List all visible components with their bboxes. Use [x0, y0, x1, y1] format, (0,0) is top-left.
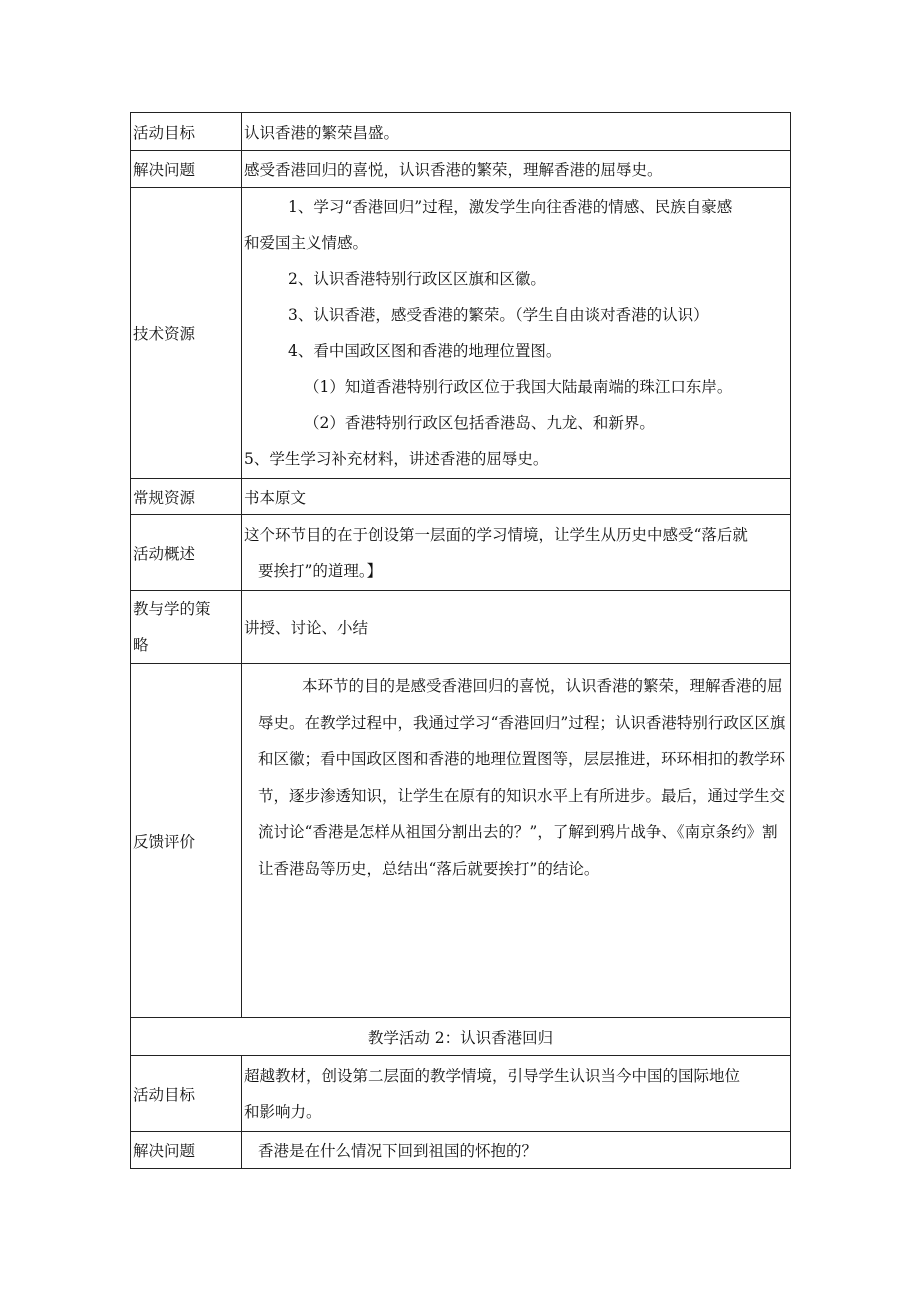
tech-line: 2、认识香港特别行政区区旗和区徽。	[288, 270, 546, 288]
row-overview	[131, 515, 791, 591]
row-value: 香港是在什么情况下回到祖国的怀抱的？	[242, 1132, 791, 1169]
tech-line: 和爱国主义情感。	[244, 234, 369, 252]
row-label: 活动目标	[131, 113, 242, 151]
tech-line: （1）知道香港特别行政区位于我国大陆最南端的珠江口东岸。	[304, 378, 733, 396]
lesson-plan-sheet	[130, 112, 791, 1169]
row-label: 解决问题	[131, 151, 242, 188]
tech-line: 4、看中国政区图和香港的地理位置图。	[288, 342, 562, 360]
tech-line: 5、学生学习补充材料，讲述香港的屈辱史。	[244, 450, 549, 468]
row-value	[242, 664, 791, 1018]
row-problem-2	[131, 1132, 791, 1169]
feedback-paragraph: 本环节的目的是感受香港回归的喜悦，认识香港的繁荣，理解香港的屈辱史。在教学过程中，我通过学习“香港回归”过程；认识香港特别行政区区旗和区徽；看中国政区图和香港的地理位置图等，层层推进，环环相扣的教学环节，逐步渗透知识，让学生在原有的知识水平上有所进步。最后，通过学生交流讨论“香港是怎样从祖国分割出去的？”，了解到鸦片战争、《南京条约》割让香港岛等历史，总结出“落后就要挨打”的结论。	[258, 677, 786, 878]
tech-line: 3、认识香港，感受香港的繁荣。（学生自由谈对香港的认识）	[288, 306, 709, 324]
row-value: 认识香港的繁荣昌盛。	[242, 113, 791, 151]
row-label: 解决问题	[131, 1132, 242, 1169]
row-value	[242, 1056, 791, 1132]
row-goal-2	[131, 1056, 791, 1132]
section-title: 教学活动 2：认识香港回归	[131, 1018, 791, 1056]
row-label	[131, 591, 242, 664]
row-label: 活动概述	[131, 515, 242, 591]
row-problem-1	[131, 151, 791, 188]
row-activity-2-title	[131, 1018, 791, 1056]
tech-line: 1、学习“香港回归”过程，激发学生向往香港的情感、民族自豪感	[288, 198, 733, 216]
row-value: 讲授、讨论、小结	[242, 591, 791, 664]
row-value: 感受香港回归的喜悦，认识香港的繁荣，理解香港的屈辱史。	[242, 151, 791, 188]
goal2-line: 超越教材，创设第二层面的教学情境，引导学生认识当今中国的国际地位	[244, 1066, 741, 1085]
row-value	[242, 188, 791, 479]
row-label: 活动目标	[131, 1056, 242, 1132]
tech-line: （2）香港特别行政区包括香港岛、九龙、和新界。	[304, 414, 655, 432]
lesson-plan-table	[130, 112, 791, 1169]
row-value	[242, 515, 791, 591]
row-value: 书本原文	[242, 479, 791, 515]
row-label: 反馈评价	[131, 664, 242, 1018]
row-normal-resources	[131, 479, 791, 515]
overview-line: 这个环节目的在于创设第一层面的学习情境，让学生从历史中感受“落后就	[244, 525, 748, 544]
goal2-line: 和影响力。	[244, 1102, 322, 1121]
row-tech-resources	[131, 188, 791, 479]
row-goal-1	[131, 113, 791, 151]
overview-line: 要挨打”的道理。】	[258, 561, 383, 580]
row-label: 常规资源	[131, 479, 242, 515]
row-strategy	[131, 591, 791, 664]
strategy-label-line: 教与学的策	[133, 600, 211, 618]
row-feedback	[131, 664, 791, 1018]
row-label: 技术资源	[131, 188, 242, 479]
strategy-label-line: 略	[133, 636, 149, 654]
